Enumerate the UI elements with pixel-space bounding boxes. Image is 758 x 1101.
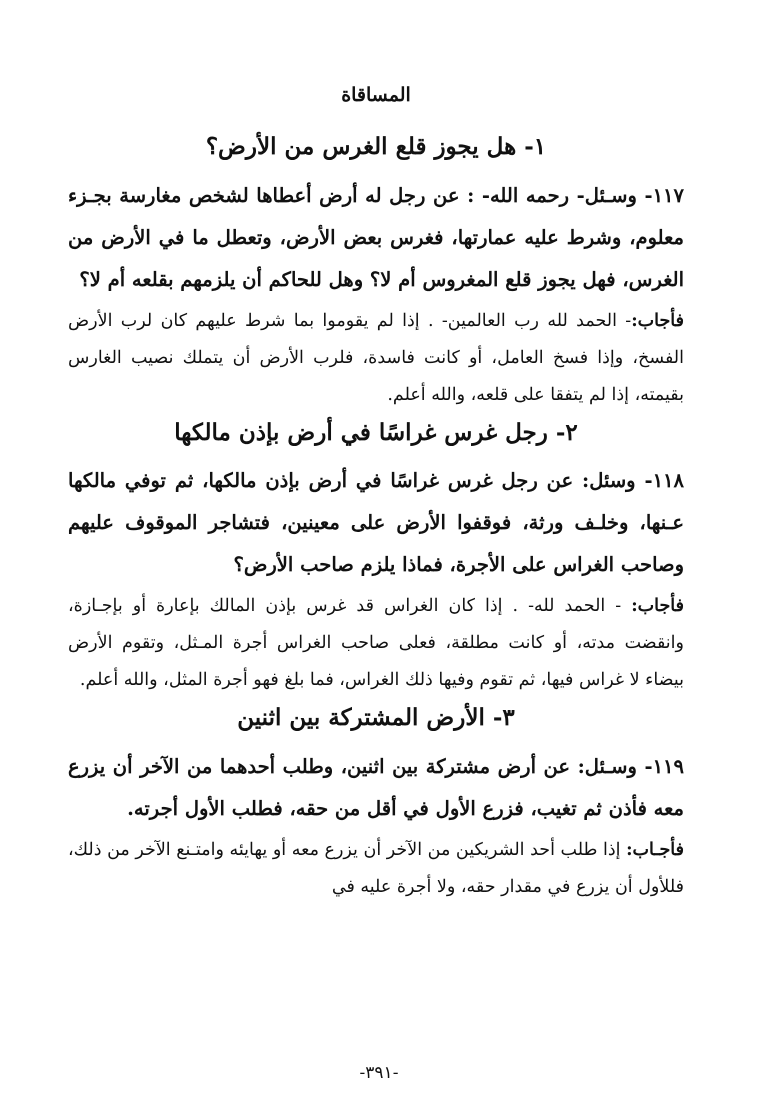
section-2 xyxy=(68,416,684,700)
section-title: ٣- الأرض المشتركة بين اثنين xyxy=(237,704,515,731)
section-1 xyxy=(68,130,684,414)
answer-label: فأجـاب: xyxy=(626,839,684,860)
section-title: ١- هل يجوز قلع الغرس من الأرض؟ xyxy=(205,133,547,160)
section-3 xyxy=(68,701,684,906)
answer-paragraph xyxy=(68,588,684,699)
answer-paragraph xyxy=(68,832,684,906)
answer-label: فأجاب: xyxy=(631,310,684,331)
page-number: -٣٩١- xyxy=(359,1063,399,1083)
running-head: المساقاة xyxy=(341,84,411,106)
question-paragraph: ١١٨- وسئل: عن رجل غرس غراسًا في أرض بإذن مالكها، ثم توفي مالكها عـنها، وخلـف ورثة، فوقفوا الأرض على معينين، فتشاجر الموقوف عليهم وصاحب الغراس على الأجرة، فماذا يلزم صاحب الأرض؟ xyxy=(68,469,684,576)
answer-text: - الحمد لله- . إذا كان الغراس قد غرس بإذن المالك بإعارة أو بإجـازة، وانقضت مدته، أو كانت مطلقة، فعلى صاحب الغراس أجرة المـثل، وتقوم الأرض بيضاء لا غراس فيها، ثم تقوم وفيها ذلك الغراس، فما بلغ فهو أجرة المثل، والله أعلم. xyxy=(68,596,684,690)
question-paragraph: ١١٧- وسـئل- رحمه الله- : عن رجل له أرض أعطاها لشخص مغارسة بجـزء معلوم، وشرط عليه عمارتها، فغرس بعض الأرض، وتعطل ما في الأرض من الغرس، فهل يجوز قلع المغروس أم لا؟ وهل للحاكم أن يلزمهم بقلعه أم لا؟ xyxy=(68,183,684,291)
section-title: ٢- رجل غرس غراسًا في أرض بإذن مالكها xyxy=(174,418,578,446)
answer-text: - الحمد لله رب العالمين- . إذا لم يقوموا بما شرط عليهم كان لرب الأرض الفسخ، وإذا فسخ العامل، أو كانت فاسدة، فلرب الأرض أن يتملك نصيب الغارس بقيمته، إذا لم يتفقا على قلعه، والله أعلم. xyxy=(68,310,684,405)
answer-label: فأجاب: xyxy=(631,596,684,616)
answer-paragraph xyxy=(68,303,684,414)
answer-text: إذا طلب أحد الشريكين من الآخر أن يزرع معه أو يهايئه وامتـنع الآخر من ذلك، فللأول أن يزرع في مقدار حقه، ولا أجرة عليه في xyxy=(68,839,684,897)
question-paragraph: ١١٩- وسـئل: عن أرض مشتركة بين اثنين، وطلب أحدهما من الآخر أن يزرع معه فأذن ثم تغيب، فزرع الأول في أقل من حقه، فطلب الأول أجرته. xyxy=(68,754,684,820)
